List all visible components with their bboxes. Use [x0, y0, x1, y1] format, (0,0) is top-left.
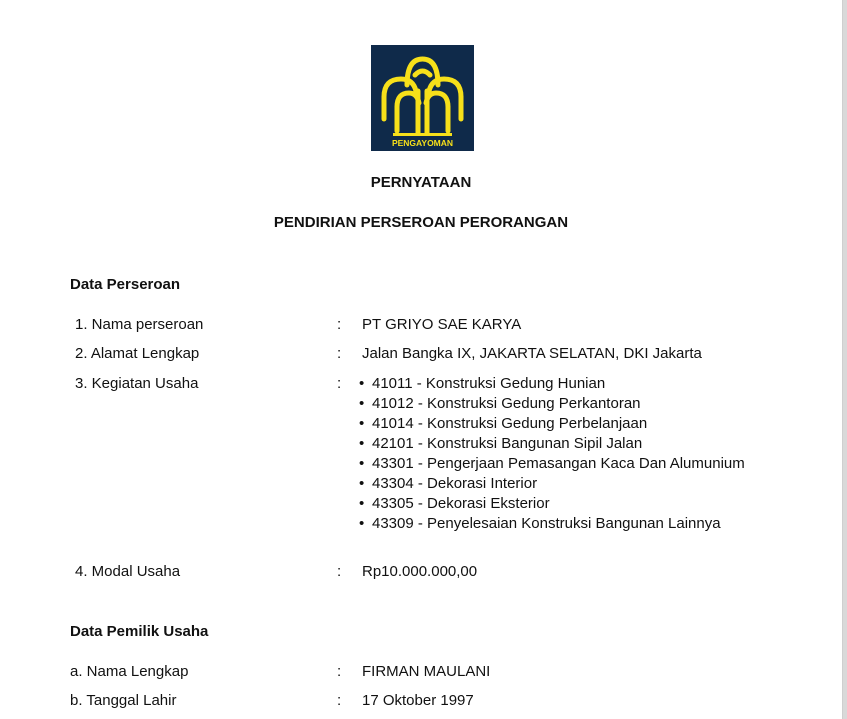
list-item: • 43305 - Dekorasi Eksterior [358, 494, 778, 514]
field-label-modal-usaha: 4. Modal Usaha [75, 563, 181, 580]
field-separator: : [337, 663, 342, 680]
field-value-tanggal-lahir: 17 Oktober 1997 [362, 692, 474, 709]
list-item: • 41014 - Konstruksi Gedung Perbelanjaan [358, 414, 778, 434]
field-value-nama-lengkap: FIRMAN MAULANI [362, 663, 491, 680]
document-title: PERNYATAAN [370, 174, 472, 191]
list-item: • 41012 - Konstruksi Gedung Perkantoran [358, 394, 778, 414]
section-title-pemilik: Data Pemilik Usaha [70, 623, 209, 640]
section-title-perseroan: Data Perseroan [70, 276, 181, 293]
field-label-nama-perseroan: 1. Nama perseroan [75, 316, 204, 333]
document-subtitle: PENDIRIAN PERSEROAN PERORANGAN [273, 214, 569, 231]
field-separator: : [337, 316, 342, 333]
field-separator: : [337, 345, 342, 362]
list-item: • 41011 - Konstruksi Gedung Hunian [358, 374, 778, 394]
field-value-alamat: Jalan Bangka IX, JAKARTA SELATAN, DKI Jakarta [362, 345, 702, 362]
field-label-nama-lengkap: a. Nama Lengkap [70, 663, 189, 680]
field-label-alamat: 2. Alamat Lengkap [75, 345, 200, 362]
field-separator: : [337, 692, 342, 709]
logo-caption: PENGAYOMAN [391, 138, 454, 148]
pengayoman-emblem-icon [371, 45, 474, 151]
field-separator: : [337, 563, 342, 580]
field-value-modal-usaha: Rp10.000.000,00 [362, 563, 478, 580]
field-label-kegiatan-usaha: 3. Kegiatan Usaha [75, 375, 199, 392]
kegiatan-usaha-list [358, 374, 778, 534]
field-separator: : [337, 375, 342, 392]
list-item: • 43309 - Penyelesaian Konstruksi Bangunan Lainnya [358, 514, 778, 534]
field-label-tanggal-lahir: b. Tanggal Lahir [70, 692, 177, 709]
list-item: • 43304 - Dekorasi Interior [358, 474, 778, 494]
field-value-nama-perseroan: PT GRIYO SAE KARYA [362, 316, 522, 333]
list-item: • 43301 - Pengerjaan Pemasangan Kaca Dan Alumunium [358, 454, 778, 474]
list-item: • 42101 - Konstruksi Bangunan Sipil Jalan [358, 434, 778, 454]
